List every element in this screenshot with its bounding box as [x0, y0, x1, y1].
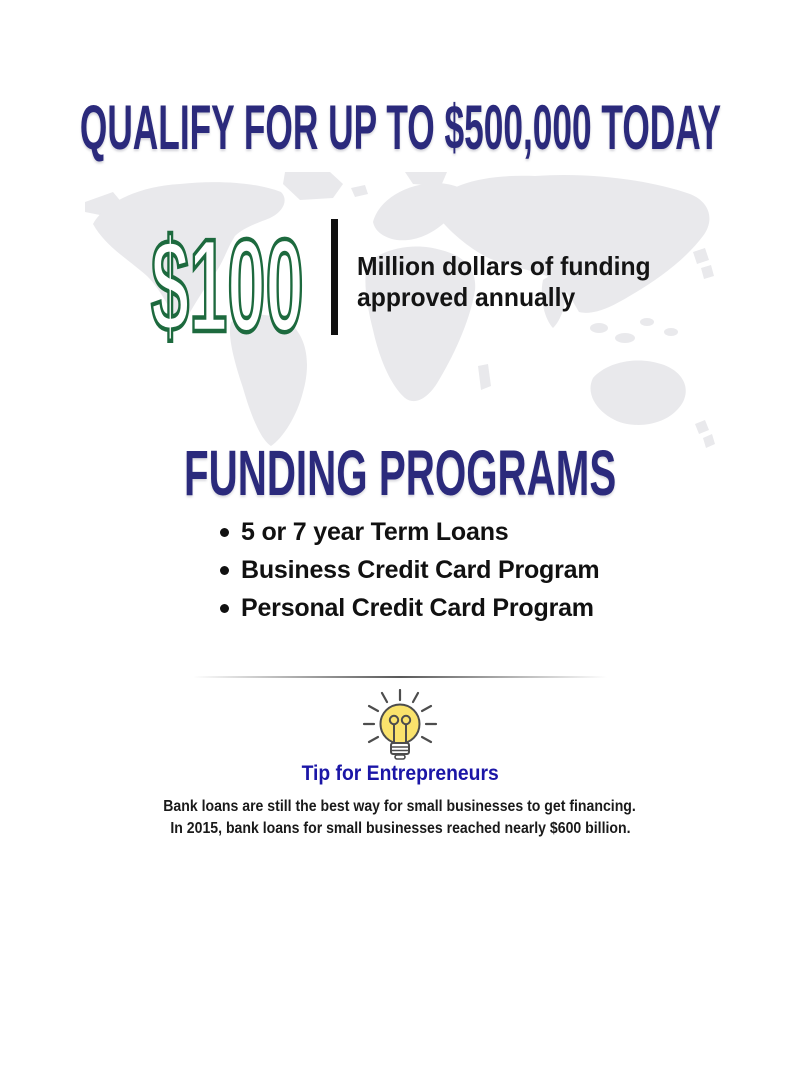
stat-description-line1: Million dollars of funding	[357, 251, 651, 281]
tip-heading: Tip for Entrepreneurs	[301, 762, 499, 785]
headline-row	[0, 93, 800, 163]
stat-amount: $100	[151, 212, 304, 359]
tip-body-line2: In 2015, bank loans for small businesses reached nearly $600 billion.	[169, 819, 631, 837]
funding-item-label: 5 or 7 year Term Loans	[241, 517, 509, 546]
stat-description	[357, 251, 651, 313]
funding-item-label: Business Credit Card Program	[241, 555, 600, 584]
section-divider	[193, 676, 607, 678]
lightbulb-icon	[361, 689, 439, 769]
tip-body-line1: Bank loans are still the best way for small businesses to get financing.	[163, 798, 637, 815]
funding-heading: FUNDING PROGRAMS	[183, 437, 617, 509]
funding-heading-row	[0, 437, 800, 509]
bullet-dot	[220, 604, 229, 613]
funding-list-item	[220, 589, 599, 627]
tip-body	[0, 796, 800, 839]
tip-heading-row	[0, 761, 800, 787]
funding-list-item	[220, 513, 599, 551]
bullet-dot	[220, 528, 229, 537]
stat-description-line2: approved annually	[357, 282, 576, 312]
funding-item-label: Personal Credit Card Program	[241, 593, 594, 622]
page-title: QUALIFY FOR UP TO $500,000 TODAY	[79, 93, 721, 163]
bullet-dot	[220, 566, 229, 575]
funding-list-item	[220, 551, 599, 589]
stat-divider-bar	[331, 219, 338, 335]
funding-list	[220, 513, 599, 627]
